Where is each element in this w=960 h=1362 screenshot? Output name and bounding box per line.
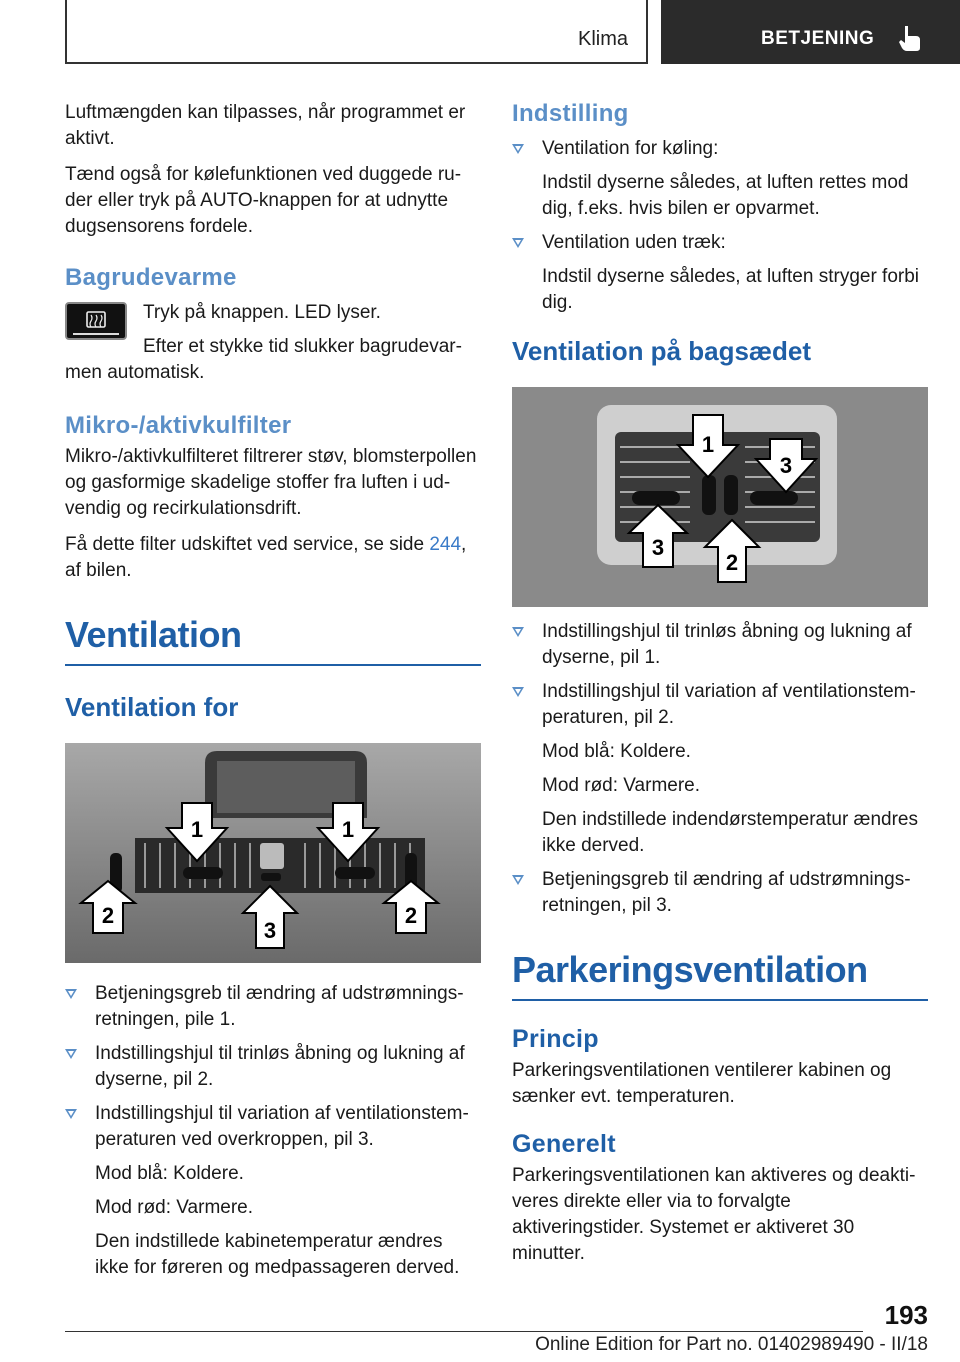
heading-indstilling: Indstilling [512, 100, 629, 127]
paragraph: Parkeringsventilationen kan aktiveres og deaktiveres direkte eller via to forvalgte aktiveringstider. Systemet er aktiveret 30 minutter. [512, 1165, 916, 1264]
triangle-bullet-icon [65, 989, 77, 999]
right-column [512, 100, 928, 1277]
list-item: Betjeningsgreb til ændring af udstrømningsretningen, pile 1. [65, 981, 481, 1033]
triangle-bullet-icon [512, 627, 524, 637]
sub-text: Indstil dyserne således, at luften rettes mod dig, f.eks. hvis bilen er opvarmet. [542, 172, 909, 219]
triangle-bullet-icon [512, 687, 524, 697]
triangle-bullet-icon [65, 1049, 77, 1059]
sub-text: Mod blå: Koldere. [542, 741, 691, 762]
paragraph: Mikro-/aktivkulfilteret filtrerer støv, blomsterpollen og gasformige skadelige stoffer fra luften i udvendig og recirkulationsdrift. [65, 446, 477, 519]
left-column [65, 100, 481, 1289]
paragraph: Tænd også for kølefunktionen ved duggede ruder eller tryk på AUTO-knappen for at udnytte dugsensorens fordele. [65, 164, 462, 237]
list-item: Ventilation uden træk: [512, 230, 928, 256]
sub-text: Mod rød: Varmere. [95, 1197, 254, 1218]
sub-text: Mod rød: Varmere. [542, 775, 701, 796]
heading-filter: Mikro-/aktivkulfilter [65, 412, 292, 439]
front-vents-figure [65, 743, 481, 963]
heading-ventilation: Ventilation [65, 614, 481, 666]
triangle-bullet-icon [65, 1109, 77, 1119]
rear-defrost-icon [65, 302, 127, 340]
triangle-bullet-icon [512, 875, 524, 885]
figure-label: 1 [341, 817, 355, 842]
footer-divider [65, 1331, 863, 1332]
heading-bagrudevarme: Bagrudevarme [65, 264, 237, 291]
hand-pointer-icon [897, 24, 923, 52]
sub-text: Mod blå: Koldere. [95, 1163, 244, 1184]
figure-label: 2 [725, 550, 739, 575]
paragraph: Efter et stykke tid slukker bagrudevarmen automatisk. [65, 336, 462, 383]
heading-generelt: Generelt [512, 1130, 616, 1158]
rear-vents-list [512, 619, 928, 731]
bagrude-block [65, 300, 481, 386]
figure-label: 2 [404, 903, 418, 928]
rear-defrost-button-image [65, 302, 127, 340]
list-item: Indstillingshjul til trinløs åbning og lukning af dyserne, pil 1. [512, 619, 928, 671]
paragraph: Luftmængden kan tilpasses, når programmet er aktivt. [65, 102, 466, 149]
rear-vents-figure [512, 387, 928, 607]
rear-vents-list [512, 867, 928, 919]
header-chapter-box [661, 0, 960, 64]
indstilling-list [512, 230, 928, 256]
paragraph: Parkeringsventilationen ventilerer kabinen og sænker evt. temperaturen. [512, 1060, 892, 1107]
sub-text: Den indstillede kabinetemperatur ændres ikke for føreren og medpassageren derved. [95, 1231, 460, 1278]
list-item: Indstillingshjul til variation af ventilationstemperaturen ved overkroppen, pil 3. [65, 1101, 481, 1153]
page-number: 193 [884, 1300, 928, 1330]
figure-label: 3 [263, 918, 277, 943]
figure-label: 1 [190, 817, 204, 842]
figure-label: 2 [101, 903, 115, 928]
page-reference-link[interactable]: 244 [429, 534, 462, 555]
header-section-box [65, 0, 648, 64]
header-chapter-title: BETJENING [761, 28, 875, 49]
heading-parkering: Parkeringsventilation [512, 949, 928, 1001]
list-item: Ventilation for køling: [512, 136, 928, 162]
indstilling-list [512, 136, 928, 162]
rear-vents-illustration [512, 387, 928, 607]
triangle-bullet-icon [512, 238, 524, 248]
list-item: Indstillingshjul til variation af ventilationstemperaturen, pil 2. [512, 679, 928, 731]
heading-ventilation-for: Ventilation for [65, 692, 239, 722]
list-item: Betjeningsgreb til ændring af udstrømningsretningen, pil 3. [512, 867, 928, 919]
heading-bagsaede: Ventilation på bagsædet [512, 336, 812, 366]
header-section-title: Klima [577, 28, 628, 50]
figure-label: 3 [651, 535, 665, 560]
list-item: Indstillingshjul til trinløs åbning og lukning af dyserne, pil 2. [65, 1041, 481, 1093]
heading-princip: Princip [512, 1025, 599, 1053]
figure-label: 3 [779, 453, 793, 478]
triangle-bullet-icon [512, 144, 524, 154]
figure-label: 1 [701, 432, 715, 457]
paragraph: Tryk på knappen. LED lyser. [143, 302, 381, 323]
front-vents-illustration [65, 743, 481, 963]
front-vents-list [65, 981, 481, 1153]
sub-text: Indstil dyserne således, at luften stryger forbi dig. [542, 266, 920, 313]
sub-text: Den indstillede indendørstemperatur ændres ikke derved. [542, 809, 918, 856]
footer-edition: Online Edition for Part no. 01402989490 - II/18 [535, 1334, 928, 1355]
paragraph: Få dette filter udskiftet ved service, se side 244, af bilen. [65, 534, 467, 581]
